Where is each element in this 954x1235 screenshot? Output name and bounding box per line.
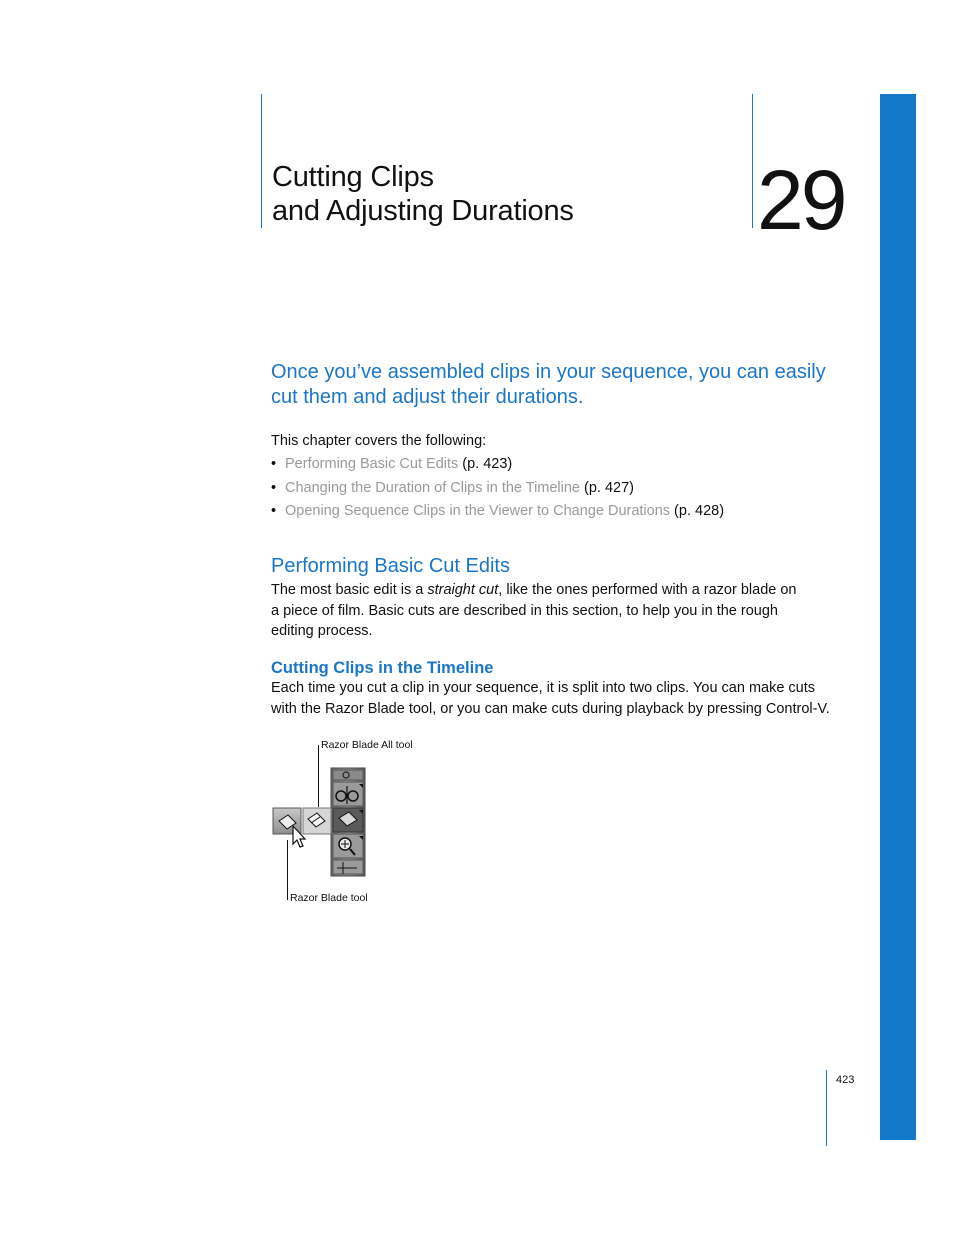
chapter-toc (271, 453, 724, 524)
toc-link[interactable]: Changing the Duration of Clips in the Timeline (285, 479, 580, 496)
paragraph-line: a piece of film. Basic cuts are described in this section, to help you in the rough (271, 602, 778, 619)
razor-blade-all-tool-button[interactable] (303, 808, 331, 834)
chapter-number-rule (752, 94, 753, 228)
toc-link[interactable]: Opening Sequence Clips in the Viewer to Change Durations (285, 503, 671, 519)
toc-item (271, 453, 724, 477)
bullet: • (271, 456, 277, 472)
section-paragraph (271, 580, 797, 642)
tool-palette-figure (271, 766, 371, 878)
palette-tool-icon (333, 770, 363, 780)
text-run: , like the ones performed with a razor blade on (498, 582, 797, 598)
toc-item (271, 477, 724, 501)
crop-tool-icon (333, 860, 363, 874)
subsection-paragraph (271, 678, 830, 719)
roll-tool-icon (333, 782, 363, 806)
toc-page-ref: (p. 423) (458, 456, 513, 472)
intro-line2: cut them and adjust their durations. (271, 386, 584, 408)
covers-text: This chapter covers the following: (271, 433, 487, 449)
page-number-rule (826, 1070, 827, 1146)
bullet: • (271, 503, 277, 519)
paragraph-line: editing process. (271, 623, 373, 639)
intro-line1: Once you’ve assembled clips in your sequence, you can easily (271, 361, 826, 383)
callout-razor-blade: Razor Blade tool (290, 892, 368, 904)
chapter-title-line2: and Adjusting Durations (272, 195, 574, 227)
title-left-rule (261, 94, 262, 228)
chapter-side-tab (880, 94, 916, 1140)
chapter-title-line1: Cutting Clips (272, 161, 434, 193)
zoom-tool-icon (333, 834, 363, 858)
toc-page-ref: (p. 427) (580, 479, 634, 496)
page-number: 423 (836, 1074, 855, 1086)
emphasis-term: straight cut (427, 582, 499, 598)
chapter-number: 29 (757, 153, 845, 247)
section-heading: Performing Basic Cut Edits (271, 555, 510, 577)
paragraph-line: Each time you cut a clip in your sequence, it is split into two clips. You can make cuts (271, 680, 816, 696)
toc-link[interactable]: Performing Basic Cut Edits (285, 456, 459, 472)
callout-razor-blade-all: Razor Blade All tool (321, 739, 413, 751)
toc-page-ref: (p. 428) (670, 503, 725, 519)
chapter-title (272, 160, 574, 228)
paragraph-line (271, 580, 797, 601)
paragraph-line: with the Razor Blade tool, or you can make cuts during playback by pressing Control-V. (271, 700, 830, 717)
subsection-heading: Cutting Clips in the Timeline (271, 659, 494, 677)
text-run: The most basic edit is a (271, 582, 428, 598)
bullet: • (271, 479, 277, 496)
chapter-intro (271, 360, 851, 410)
razor-blade-palette-icon (333, 808, 363, 832)
toc-item (271, 500, 724, 524)
